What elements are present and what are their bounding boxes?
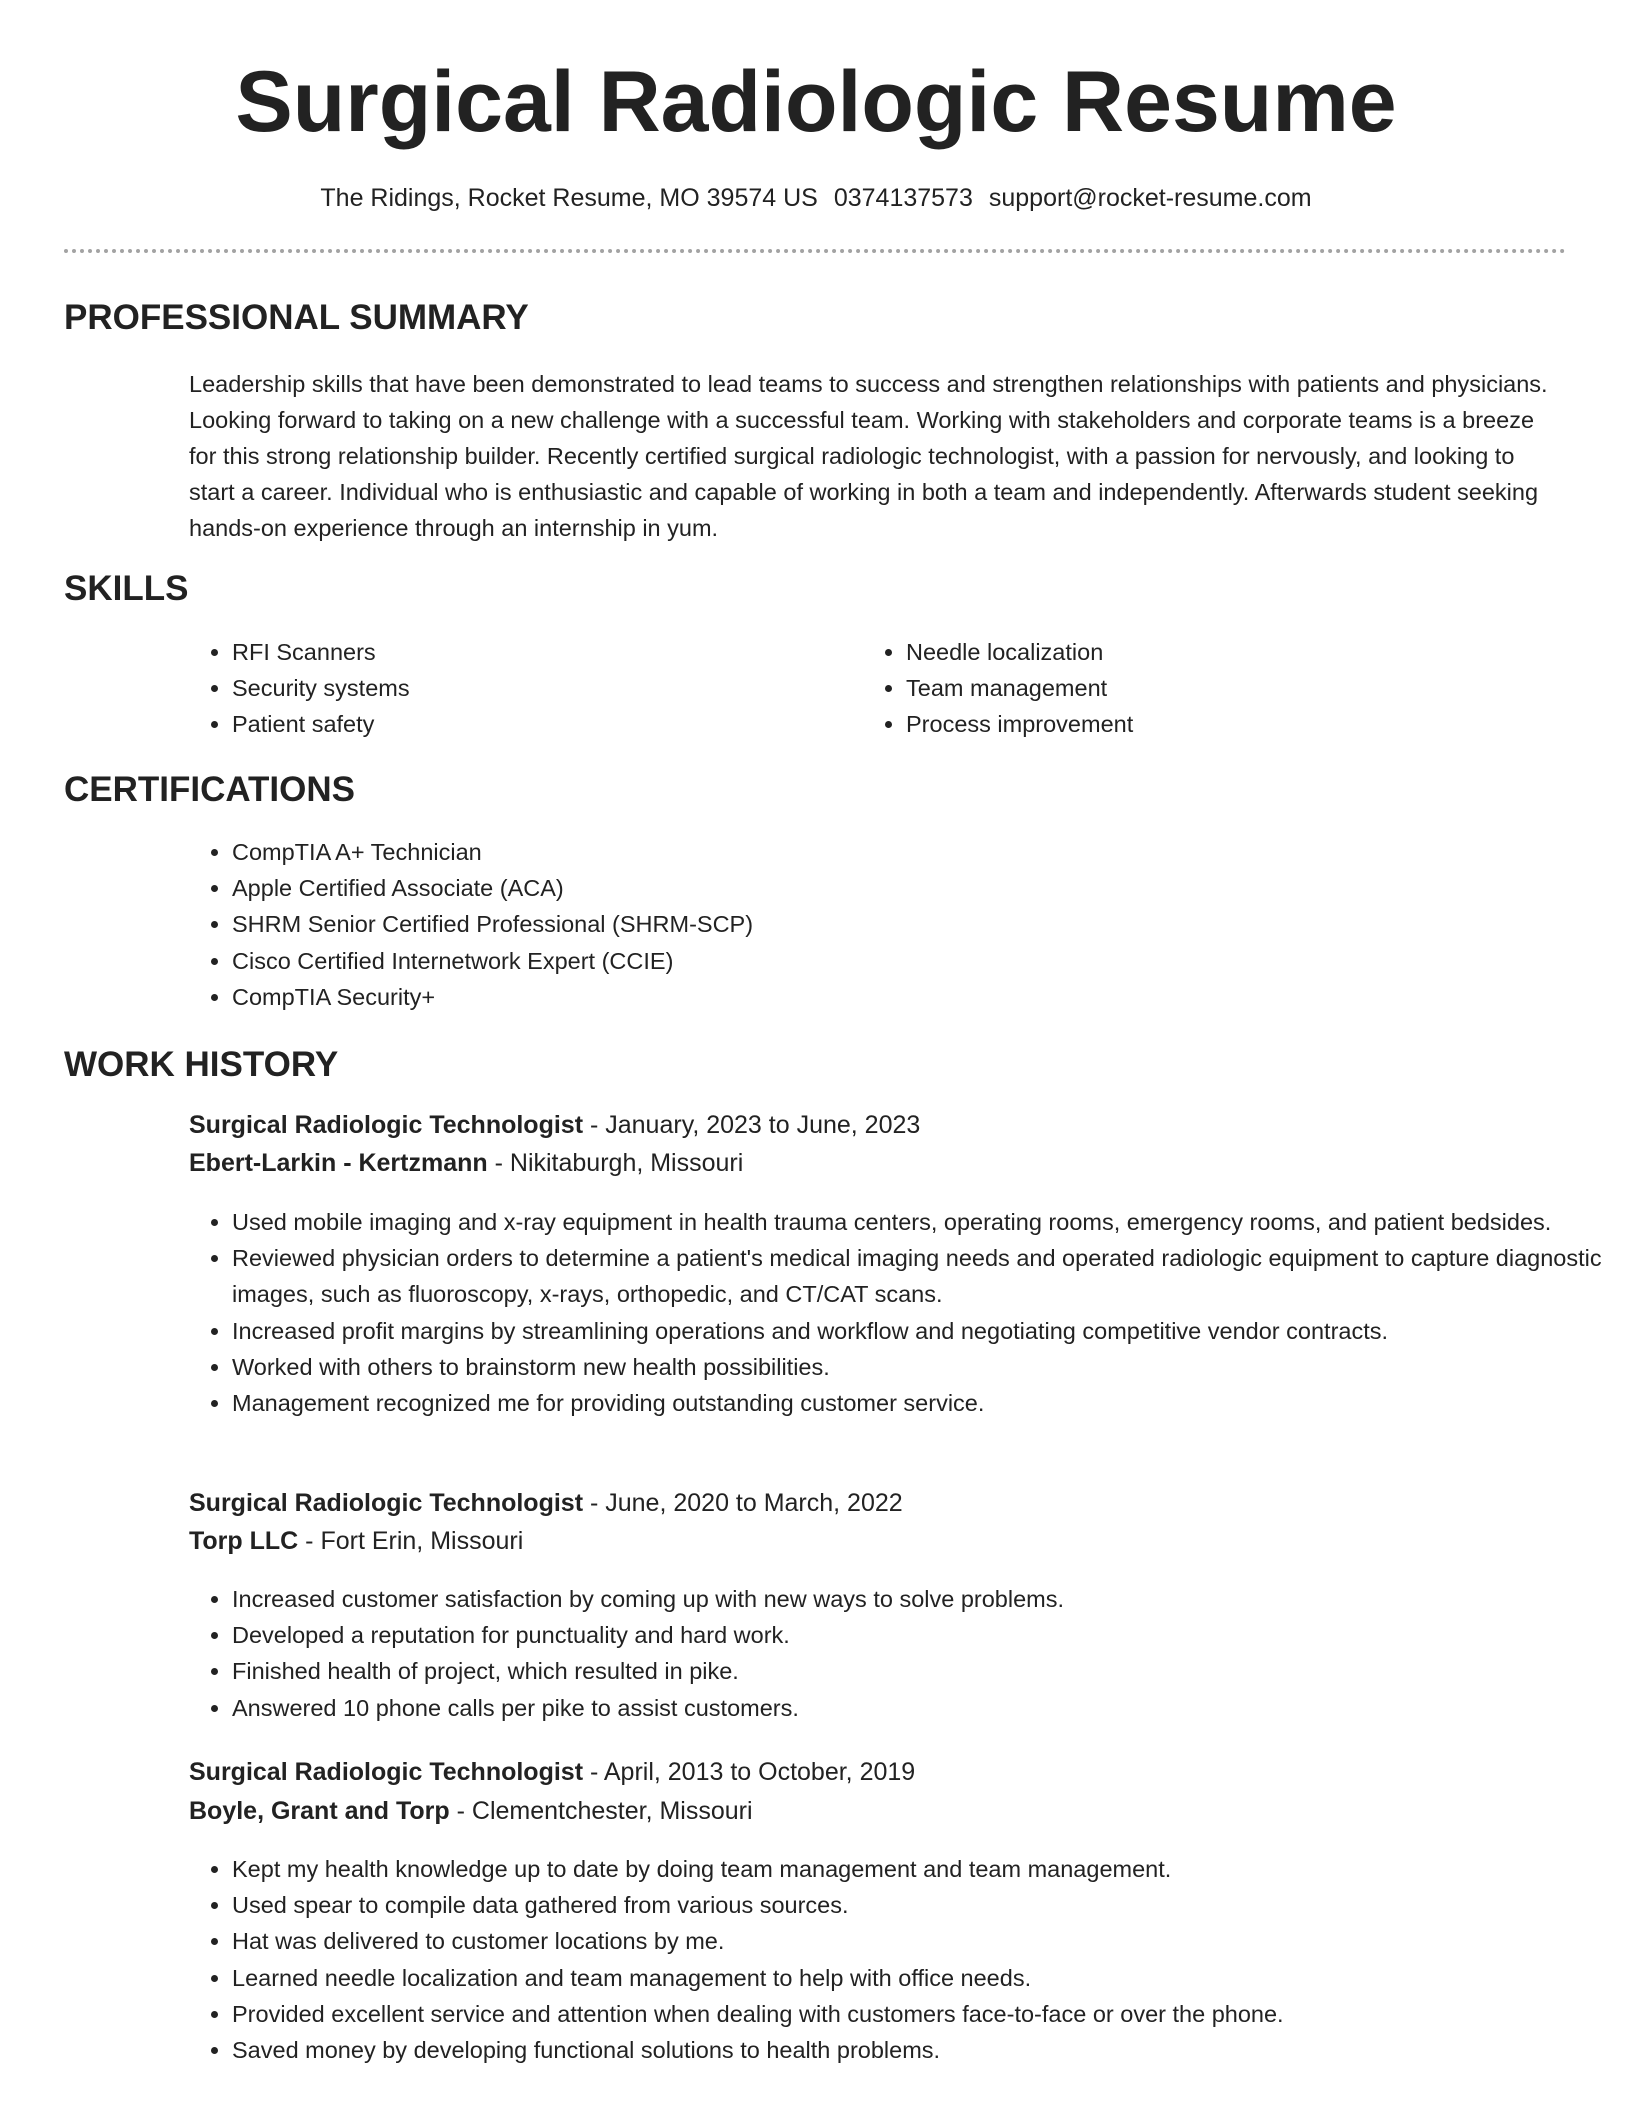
job-company-line <box>189 1794 753 1828</box>
contact-address: The Ridings, Rocket Resume, MO 39574 US <box>320 184 818 212</box>
summary-text: Leadership skills that have been demonstrated to lead teams to success and strengthen relationships with patients and physicians. Looking forward to taking on a new challenge with a successful team. Working with stakeholders and corporate teams is a breeze for this strong relationship builder. Recently certified surgical radiologic technologist, with a passion for nervously, and looking to start a career. Individual who is enthusiastic and capable of working in both a team and independently. Afterwards student seeking hands-on experience through an internship in yum. <box>189 371 1548 541</box>
job-title-line <box>189 1108 920 1142</box>
job-title-line <box>189 1486 903 1520</box>
certification-item: • Apple Certified Associate (ACA) <box>232 870 1532 906</box>
job-bullet: • Used mobile imaging and x-ray equipment in health trauma centers, operating rooms, emergency rooms, and patient bedsides. <box>232 1204 1607 1240</box>
job-bullet: • Hat was delivered to customer locations by me. <box>232 1923 1607 1959</box>
summary-heading: PROFESSIONAL SUMMARY <box>64 298 529 337</box>
job-company-line <box>189 1524 523 1558</box>
job-bullet: • Reviewed physician orders to determine a patient's medical imaging needs and operated radiologic equipment to capture diagnostic images, such as fluoroscopy, x-rays, orthopedic, and CT/CAT scans. <box>232 1240 1607 1312</box>
contact-phone: 0374137573 <box>833 184 973 212</box>
job-dates: - January, 2023 to June, 2023 <box>583 1111 921 1139</box>
contact-line <box>0 181 1632 215</box>
job-bullet: • Learned needle localization and team management to help with office needs. <box>232 1960 1607 1996</box>
skill-item: • RFI Scanners <box>232 634 832 670</box>
job-bullet: • Provided excellent service and attention when dealing with customers face-to-face or over the phone. <box>232 1996 1607 2032</box>
skill-item: • Patient safety <box>232 706 832 742</box>
certification-item: • CompTIA Security+ <box>232 979 1532 1015</box>
work-history-heading: WORK HISTORY <box>64 1045 339 1084</box>
job-bullet: • Management recognized me for providing outstanding customer service. <box>232 1385 1607 1421</box>
skill-item: • Team management <box>906 670 1506 706</box>
job-bullets <box>189 1204 1607 1421</box>
job-bullet: • Finished health of project, which resulted in pike. <box>232 1653 1607 1689</box>
job-company: Ebert-Larkin - Kertzmann <box>189 1149 488 1177</box>
skill-item: • Process improvement <box>906 706 1506 742</box>
job-bullet: • Developed a reputation for punctuality and hard work. <box>232 1617 1607 1653</box>
job-bullet: • Answered 10 phone calls per pike to assist customers. <box>232 1690 1607 1726</box>
certification-item: • SHRM Senior Certified Professional (SHRM-SCP) <box>232 906 1532 942</box>
job-bullets <box>189 1851 1607 2068</box>
job-location: - Clementchester, Missouri <box>449 1797 753 1825</box>
job-title: Surgical Radiologic Technologist <box>189 1489 584 1517</box>
certifications-list <box>189 834 1532 1015</box>
skill-item: • Needle localization <box>906 634 1506 670</box>
job-bullets <box>189 1581 1607 1726</box>
job-bullet: • Saved money by developing functional solutions to health problems. <box>232 2032 1607 2068</box>
skill-item: • Security systems <box>232 670 832 706</box>
job-location: - Fort Erin, Missouri <box>298 1527 524 1555</box>
job-bullet: • Increased profit margins by streamlining operations and workflow and negotiating competitive vendor contracts. <box>232 1313 1607 1349</box>
job-bullet: • Used spear to compile data gathered from various sources. <box>232 1887 1607 1923</box>
job-title: Surgical Radiologic Technologist <box>189 1758 584 1786</box>
job-bullet: • Worked with others to brainstorm new health possibilities. <box>232 1349 1607 1385</box>
certification-item: • Cisco Certified Internetwork Expert (CCIE) <box>232 943 1532 979</box>
job-dates: - June, 2020 to March, 2022 <box>583 1489 903 1517</box>
job-company-line <box>189 1146 743 1180</box>
job-dates: - April, 2013 to October, 2019 <box>583 1758 916 1786</box>
certification-item: • CompTIA A+ Technician <box>232 834 1532 870</box>
job-title: Surgical Radiologic Technologist <box>189 1111 584 1139</box>
header-divider <box>64 249 1566 253</box>
job-company: Boyle, Grant and Torp <box>189 1797 450 1825</box>
skills-list-left <box>189 634 832 743</box>
job-title-line <box>189 1755 915 1789</box>
job-bullet: • Kept my health knowledge up to date by doing team management and team management. <box>232 1851 1607 1887</box>
resume-title: Surgical Radiologic Resume <box>235 54 1397 150</box>
contact-email[interactable]: support@rocket-resume.com <box>988 184 1312 212</box>
job-company: Torp LLC <box>189 1527 299 1555</box>
skills-heading: SKILLS <box>64 569 189 608</box>
job-bullet: • Increased customer satisfaction by coming up with new ways to solve problems. <box>232 1581 1607 1617</box>
certifications-heading: CERTIFICATIONS <box>64 770 356 809</box>
job-location: - Nikitaburgh, Missouri <box>487 1149 744 1177</box>
skills-list-right <box>863 634 1506 743</box>
